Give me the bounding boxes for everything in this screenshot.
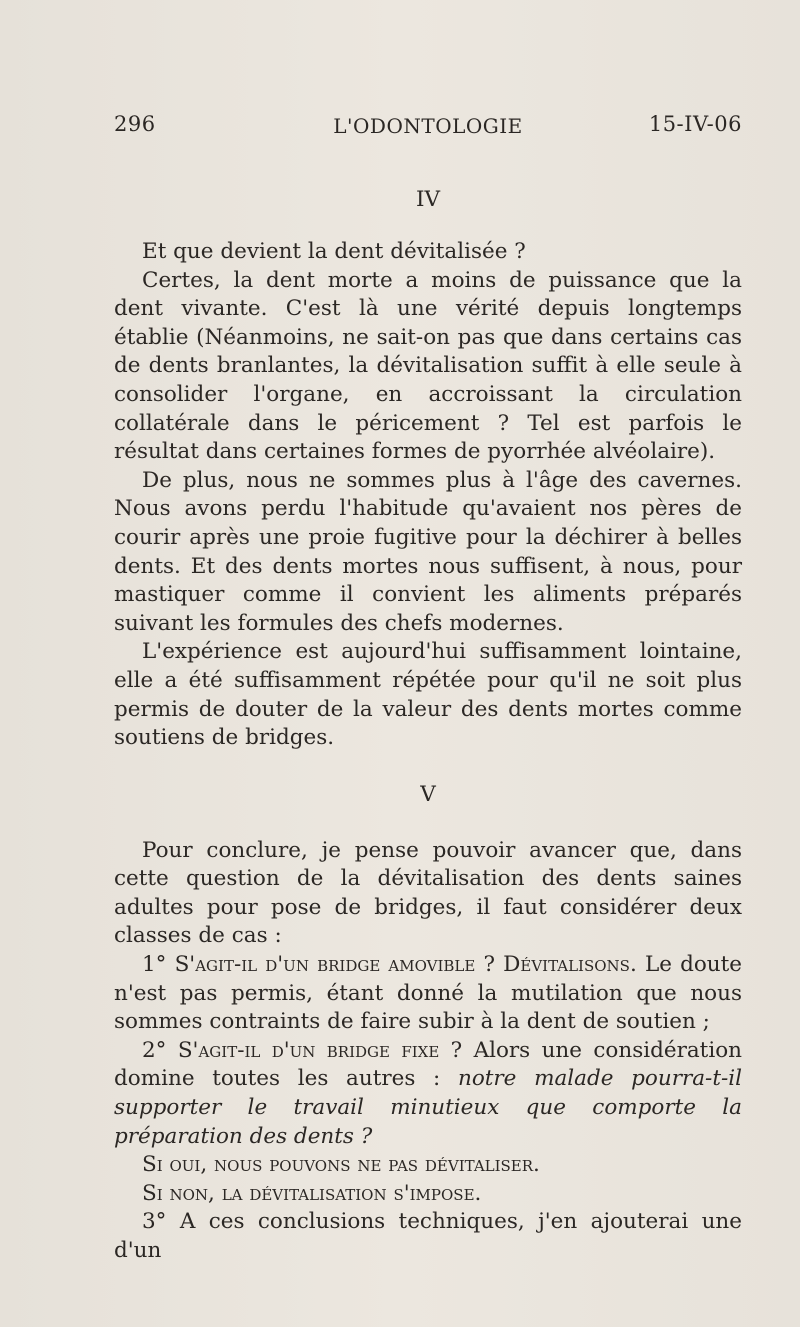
conclusion-item-2 bbox=[114, 1037, 742, 1151]
no-line: Si non, la dévitalisation s'impose. bbox=[142, 1180, 482, 1206]
page-number: 296 bbox=[114, 112, 156, 136]
item-number: 2° bbox=[142, 1037, 167, 1063]
paragraph: Et que devient la dent dévitalisée ? bbox=[142, 239, 526, 264]
conclusion-item-1 bbox=[114, 951, 742, 1037]
paragraph: L'expérience est aujourd'hui suffisamment lointaine, elle a été suffisamment répétée pour qu'il ne soit plus permis de douter de la valeur des dents mortes comme soutiens de bridges. bbox=[114, 639, 742, 751]
running-header bbox=[114, 112, 742, 146]
paragraph: Pour conclure, je pense pouvoir avancer que, dans cette question de la dévitalisation des dents saines adultes pour pose de bridges, il faut considérer deux classes de cas : bbox=[114, 837, 742, 949]
item-caps: S'agit-il d'un bridge amovible ? Dévitalisons. bbox=[174, 952, 637, 978]
item-number: 3° bbox=[142, 1209, 167, 1235]
item-text: A ces conclusions techniques, j'en ajouterai une d'un bbox=[114, 1209, 742, 1263]
item-caps: S'agit-il d'un bridge fixe ? bbox=[177, 1037, 463, 1063]
conclusion-item-3 bbox=[114, 1208, 742, 1265]
item-text: Alors une considération domine toutes les autres : bbox=[114, 1037, 742, 1092]
section-heading-v: V bbox=[420, 781, 436, 807]
journal-title: L'ODONTOLOGIE bbox=[333, 114, 523, 138]
item-italic: notre malade pourra-t-il supporter le travail minutieux que comporte la préparation des dents ? bbox=[114, 1066, 742, 1149]
item-number: 1° bbox=[142, 952, 167, 978]
issue-date: 15-IV-06 bbox=[648, 112, 742, 136]
paragraph: De plus, nous ne sommes plus à l'âge des cavernes. Nous avons perdu l'habitude qu'avaient nos pères de courir après une proie fugitive pour la déchirer à belles dents. Et des dents mortes nous suffisent, à nous, pour mastiquer comme il convient les aliments préparés suivant les formules des chefs modernes. bbox=[114, 467, 742, 636]
body-text bbox=[114, 180, 742, 1266]
yes-line: Si oui, nous pouvons ne pas dévitaliser. bbox=[142, 1152, 540, 1178]
paragraph: Certes, la dent morte a moins de puissance que la dent vivante. C'est là une vérité depuis longtemps établie (Néanmoins, ne sait-on pas que dans certains cas de dents branlantes, la dévitalisation suffit à elle seule à consolider l'organe, en accroissant la circulation collatérale dans le péricement ? Tel est parfois le résultat dans certaines formes de pyorrhée alvéolaire). bbox=[114, 267, 742, 465]
item-text: Le doute n'est pas permis, étant donné la mutilation que nous sommes contraints de faire subir à la dent de soutien ; bbox=[114, 952, 742, 1035]
section-heading-iv: IV bbox=[415, 187, 441, 212]
